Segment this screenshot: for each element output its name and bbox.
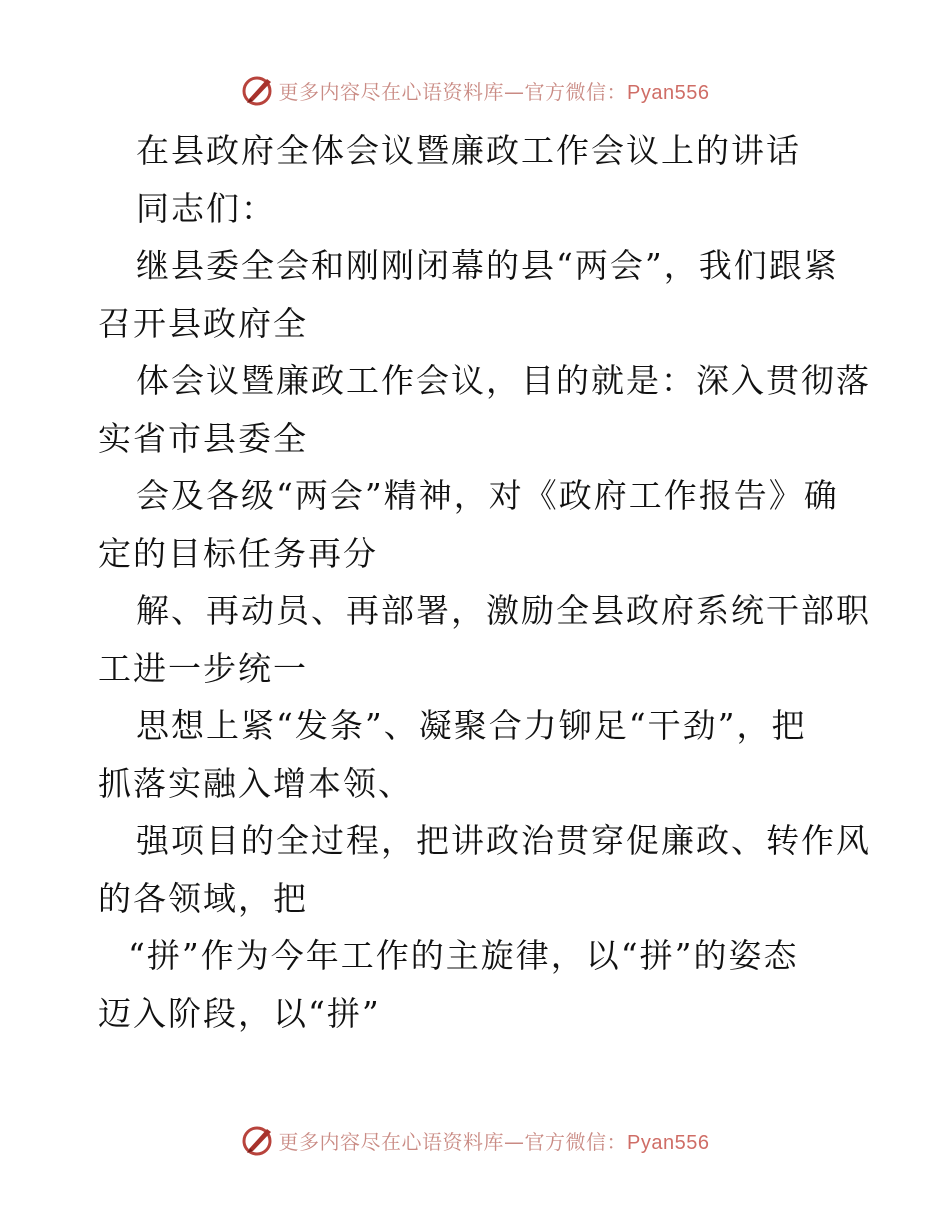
paragraph-line: 定的目标任务再分 (98, 533, 378, 573)
watermark-text (279, 1126, 710, 1155)
quill-pen-logo-icon (241, 1123, 275, 1157)
paragraph-line: 召开县政府全 (98, 303, 308, 343)
paragraph-line: 抓落实融入增本领、 (98, 763, 413, 803)
paragraph-line: 迈入阶段，以“拼” (98, 993, 381, 1033)
watermark-site-text: 更多内容尽在心语资料库—官方微信： (278, 1129, 628, 1154)
paragraph-line: 会及各级“两会”精神，对《政府工作报告》确 (136, 476, 839, 515)
watermark-wechat-id: Pyan556 (627, 1131, 710, 1154)
quill-pen-logo-icon (241, 73, 275, 107)
watermark-banner-top (0, 70, 950, 110)
paragraph-line: 实省市县委全 (98, 418, 308, 458)
salutation: 同志们： (136, 188, 276, 228)
watermark-site-text: 更多内容尽在心语资料库—官方微信： (278, 79, 628, 104)
paragraph-line: 强项目的全过程，把讲政治贯穿促廉政、转作风 (136, 821, 871, 860)
watermark-text (279, 76, 710, 105)
watermark-banner-bottom (0, 1120, 950, 1160)
paragraph-line: 体会议暨廉政工作会议，目的就是：深入贯彻落 (136, 361, 871, 400)
document-title: 在县政府全体会议暨廉政工作会议上的讲话 (136, 131, 801, 170)
watermark-wechat-id: Pyan556 (627, 81, 710, 104)
paragraph-line: 工进一步统一 (98, 648, 308, 688)
paragraph-line: 解、再动员、再部署，激励全县政府系统干部职 (136, 591, 871, 630)
paragraph-line: 的各领域，把 (98, 878, 308, 918)
paragraph-line: 继县委全会和刚刚闭幕的县“两会”，我们跟紧 (136, 246, 839, 285)
paragraph-line: “拼”作为今年工作的主旋律，以“拼”的姿态 (128, 936, 799, 975)
paragraph-line: 思想上紧“发条”、凝聚合力铆足“干劲”，把 (136, 706, 807, 745)
document-body (98, 122, 871, 1042)
